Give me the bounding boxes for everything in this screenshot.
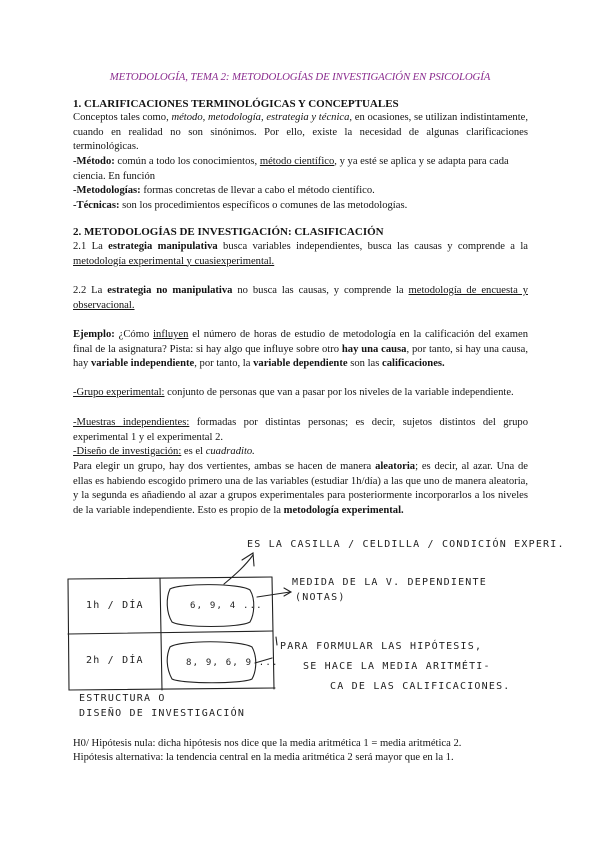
sketch-note-mean-2: SE HACE LA MEDIA ARITMÉTI- [303, 661, 491, 672]
sketch-structure-label-2: DISEÑO DE INVESTIGACIÓN [79, 708, 246, 719]
arrow-from-top-note [224, 555, 253, 584]
definition-muestras: -Muestras independientes: formadas por distintas personas; es decir, sujetos distintos del grupo experimental 1 y el experimental 2. [73, 417, 528, 443]
sketch-tick [276, 637, 277, 645]
sketch-row-label-2: 2h / DÍA [86, 655, 144, 666]
alternative-hypothesis: Hipótesis alternativa: la tendencia central en la media aritmética 2 será mayor que en la 1. [73, 752, 454, 763]
sketch-cell-1: 6, 9, 4 ... [190, 601, 263, 611]
sketch-line-left-bottom [68, 579, 275, 690]
arrowhead-top-note [242, 553, 254, 566]
example-paragraph: Ejemplo: ¿Cómo influyen el número de horas de estudio de metodología en la calificación del examen final de la asignatura? Pista: si hay algo que influye sobre otro hay una causa, por tanto, si hay una causa, hay variable independiente, por tanto, la variable dependiente son las calificaciones. [73, 329, 528, 369]
definition-metodologias: -Metodologías: formas concretas de llevar a cabo el método científico. [73, 185, 375, 196]
sketch-row-label-1: 1h / DÍA [86, 600, 144, 611]
definition-diseno: -Diseño de investigación: es el cuadradito. [73, 446, 255, 457]
sketch-note-dependent-variable-1: MEDIDA DE LA V. DEPENDIENTE [292, 577, 487, 588]
sketch-line-column [160, 578, 162, 690]
section-1-heading: 1. CLARIFICACIONES TERMINOLÓGICAS Y CONCEPTUALES [73, 98, 399, 110]
sketch-note-mean-1: PARA FORMULAR LAS HIPÓTESIS, [280, 641, 483, 652]
sketch-cell-2: 8, 9, 6, 9 ... [186, 658, 279, 668]
section-1-intro: Conceptos tales como, método, metodología, estrategia y técnica, en ocasiones, se utilizan indistintamente, cuando en realidad no son sinónimos. Por ello, existe la necesidad de algunas clarificaciones terminológicas. [73, 112, 528, 152]
sketch-note-mean-3: CA DE LAS CALIFICACIONES. [330, 681, 511, 692]
null-hypothesis: H0/ Hipótesis nula: dicha hipótesis nos dice que la media aritmética 1 = media aritmética 2. [73, 738, 462, 749]
section-2-heading: 2. METODOLOGÍAS DE INVESTIGACIÓN: CLASIFICACIÓN [73, 226, 384, 238]
sketch-line-right [272, 577, 274, 689]
paragraph-2-2: 2.2 La estrategia no manipulativa no busca las causas, y comprende la metodología de encuesta y observacional. [73, 285, 528, 311]
sketch-top-note: ES LA CASILLA / CELDILLA / CONDICIÓN EXPERI. [247, 539, 565, 550]
group-selection-paragraph: Para elegir un grupo, hay dos vertientes, ambas se hacen de manera aleatoria; es decir, al azar. Una de ellas es habiendo escogido primero una de las variables (estudiar 1h/día) a las que uno de manera aleatoria, y la segunda es añadiendo al azar a grupos experimentales para posteriormente incorporarlos a los niveles de la variable independiente. Esto es propio de la metodología experimental. [73, 461, 529, 516]
sketch-line-middle [68, 631, 273, 634]
sketch-line-top [68, 577, 272, 579]
page-title: METODOLOGÍA, TEMA 2: METODOLOGÍAS DE INVESTIGACIÓN EN PSICOLOGÍA [109, 71, 491, 83]
paragraph-2-1: 2.1 La estrategia manipulativa busca variables independientes, busca las causas y comprende a la metodología experimental y cuasiexperimental. [73, 241, 529, 267]
definition-tecnicas: -Técnicas: son los procedimientos específicos o comunes de las metodologías. [73, 200, 408, 211]
definition-metodo: -Método: común a todo los conocimientos, método científico, y ya esté se aplica y se adapta para cada ciencia. En función [73, 156, 509, 182]
sketch-note-dependent-variable-2: (NOTAS) [295, 592, 346, 603]
sketch-structure-label-1: ESTRUCTURA O [79, 693, 166, 704]
definition-grupo-experimental: -Grupo experimental: conjunto de personas que van a pasar por los niveles de la variable independiente. [73, 387, 514, 398]
arrow-to-dependent-variable [257, 592, 290, 597]
